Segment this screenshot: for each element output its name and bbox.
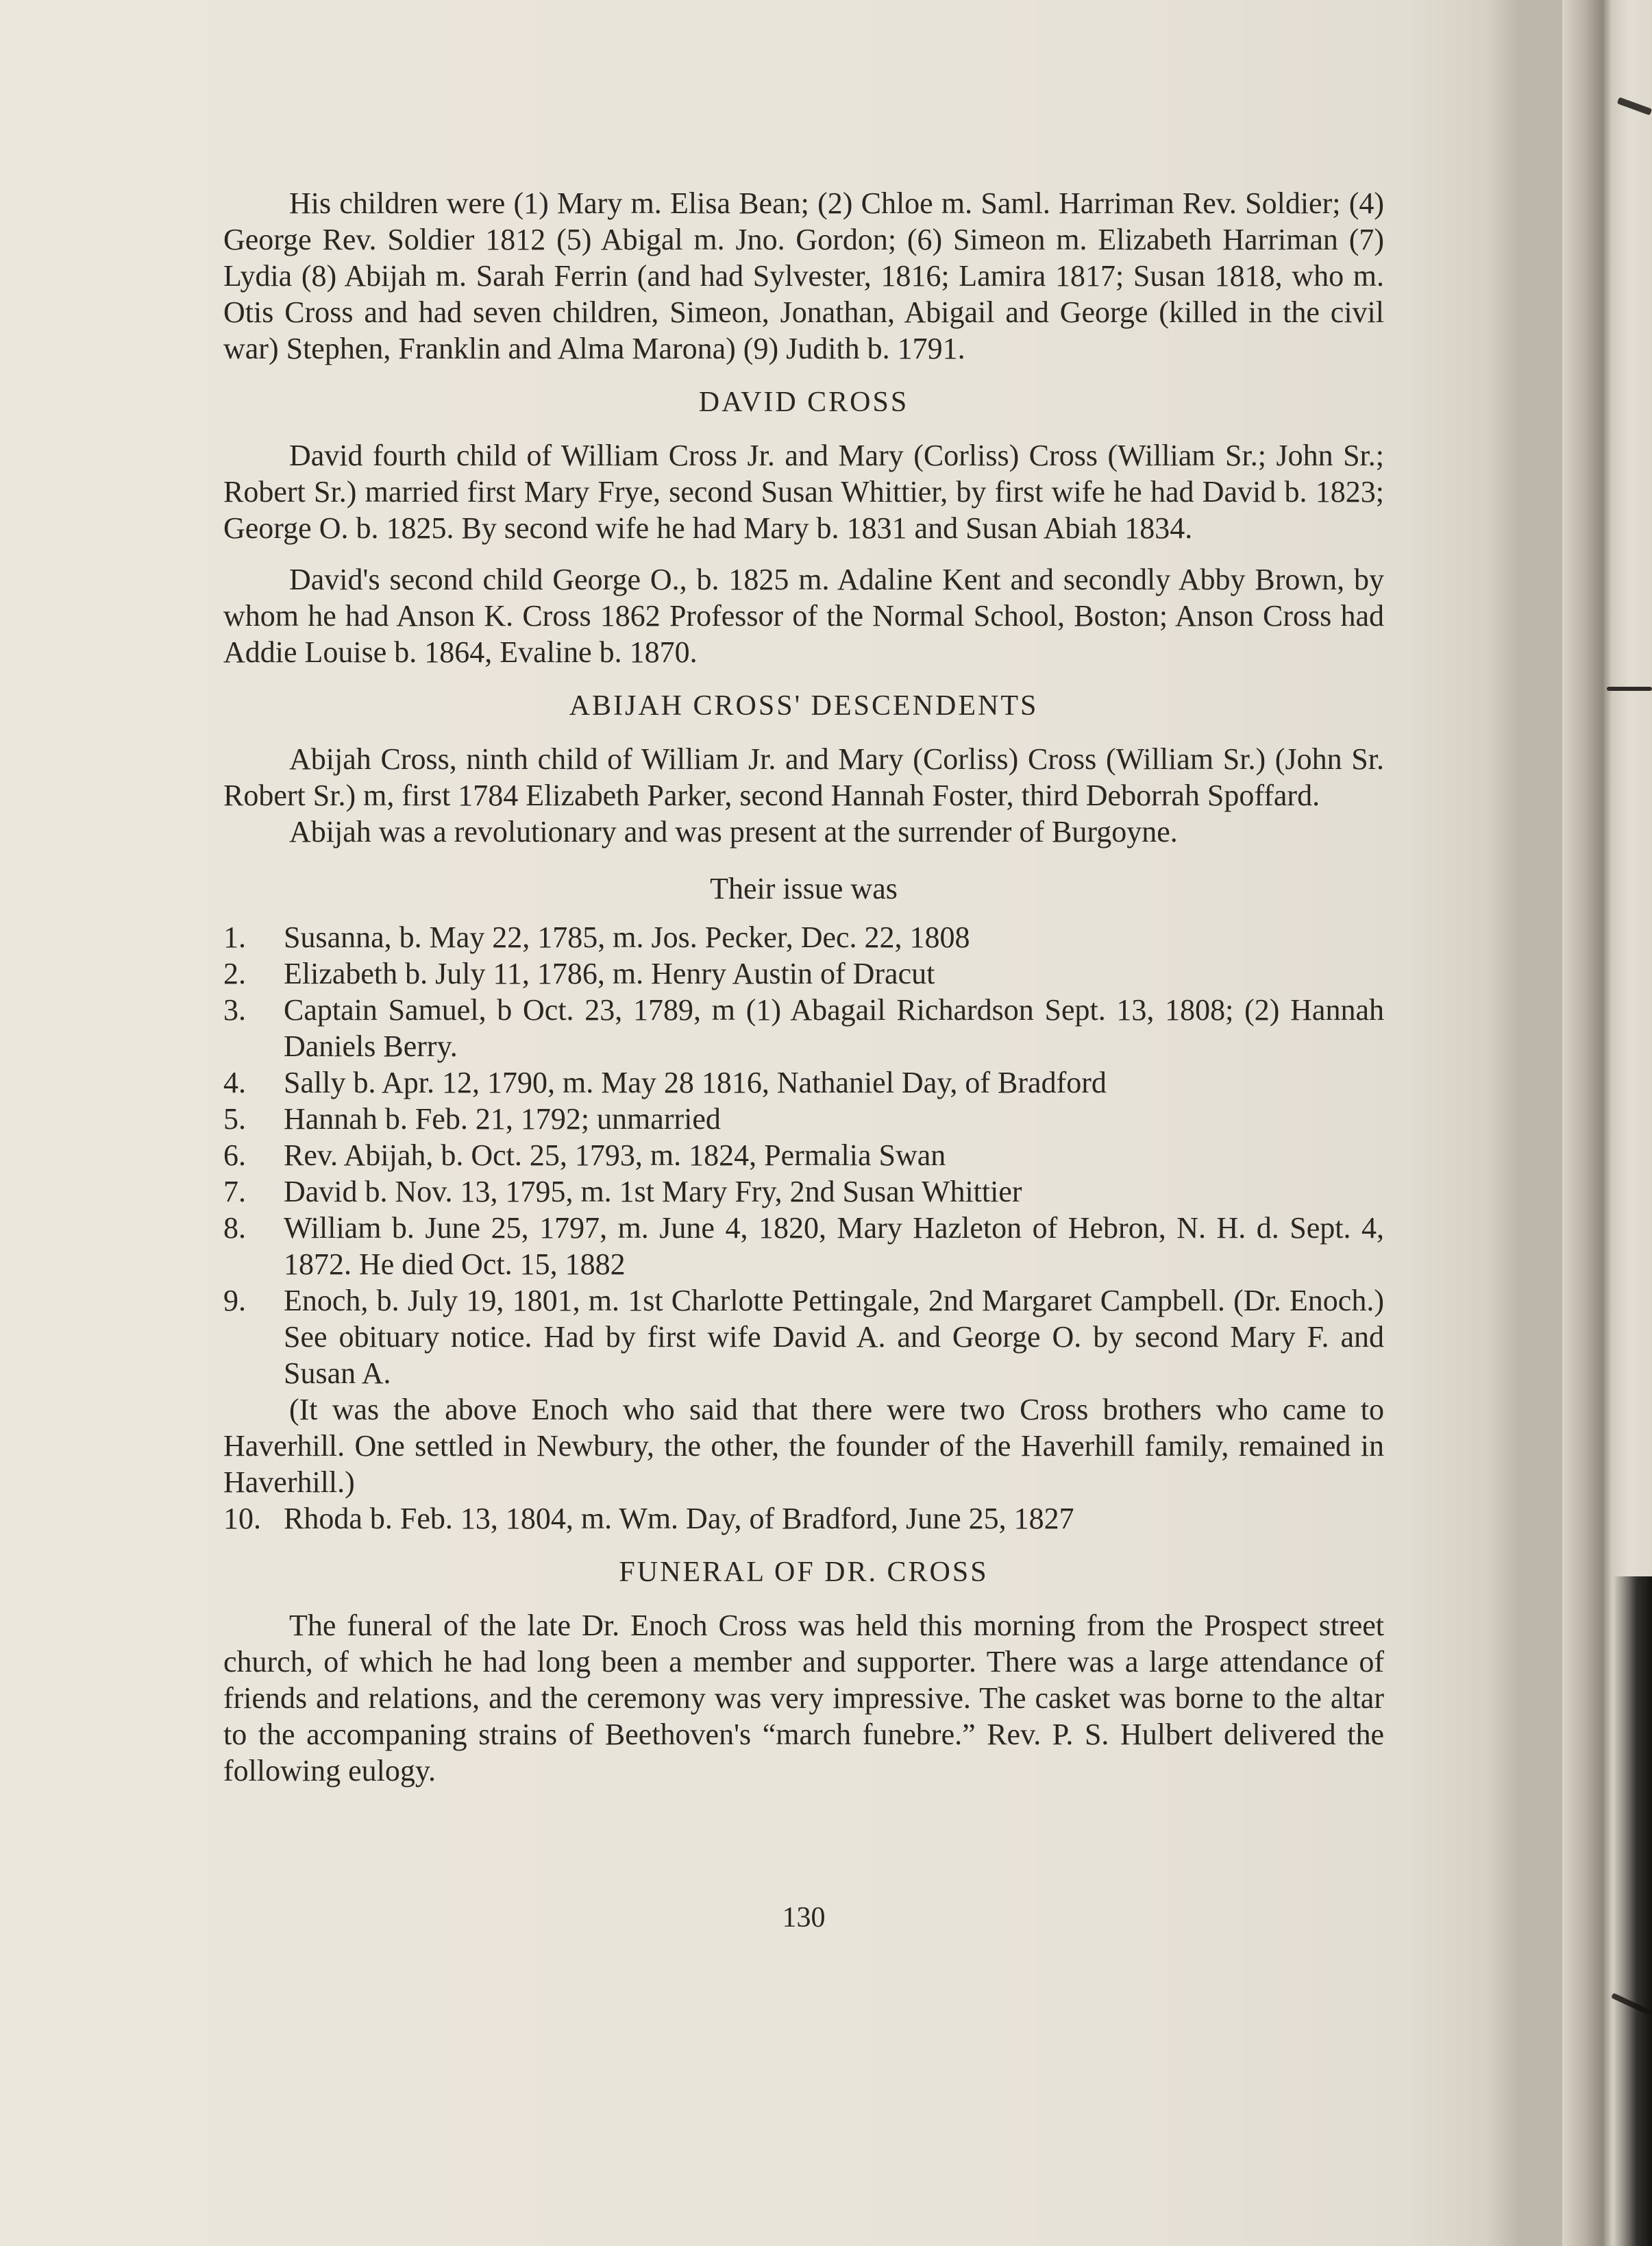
page-body [223, 185, 1384, 1789]
issue-list [223, 919, 1384, 1391]
list-item-number: 2. [223, 957, 246, 990]
list-item-number: 6. [223, 1138, 246, 1172]
funeral-paragraph: The funeral of the late Dr. Enoch Cross was held this morning from the Prospect street church, of which he had long been a member and supporter. There was a large attendance of friends and relations, and the ceremony was very impressive. The casket was borne to the altar to the accompaning strains of Beethoven's “march funebre.” Rev. P. S. Hulbert delivered the following eulogy. [223, 1609, 1384, 1787]
list-item-text: Captain Samuel, b Oct. 23, 1789, m (1) Abagail Richardson Sept. 13, 1808; (2) Hannah Daniels Berry. [284, 993, 1384, 1063]
list-item-text: Enoch, b. July 19, 1801, m. 1st Charlotte Pettingale, 2nd Margaret Campbell. (Dr. Enoch.) See obituary notice. Had by first wife David A. and George O. by second Mary F. and Susan A. [284, 1284, 1384, 1390]
list-item-text: Hannah b. Feb. 21, 1792; unmarried [284, 1102, 721, 1136]
list-item [223, 919, 1384, 955]
list-item-text: William b. June 25, 1797, m. June 4, 1820, Mary Hazleton of Hebron, N. H. d. Sept. 4, 1872. He died Oct. 15, 1882 [284, 1211, 1384, 1281]
binding-mark [1607, 687, 1652, 691]
list-item-number: 1. [223, 920, 246, 954]
list-item [223, 1137, 1384, 1173]
david-paragraph-1: David fourth child of William Cross Jr. and Mary (Corliss) Cross (William Sr.; John Sr.; Robert Sr.) married first Mary Frye, second Susan Whittier, by first wife he had David b. 1823; George O. b. 1825. By second wife he had Mary b. 1831 and Susan Abiah 1834. [223, 439, 1384, 545]
list-item-text: Rhoda b. Feb. 13, 1804, m. Wm. Day, of Bradford, June 25, 1827 [284, 1502, 1074, 1535]
list-item [223, 1210, 1384, 1282]
list-item-number: 9. [223, 1284, 246, 1317]
list-item-number: 4. [223, 1066, 246, 1099]
list-item-number: 7. [223, 1175, 246, 1208]
list-item [223, 1064, 1384, 1101]
haverhill-note: (It was the above Enoch who said that there were two Cross brothers who came to Haverhill. One settled in Newbury, the other, the founder of the Haverhill family, remained in Haverhill.) [223, 1393, 1384, 1499]
list-item [223, 1173, 1384, 1210]
list-item-number: 10. [223, 1502, 261, 1535]
list-item-number: 3. [223, 993, 246, 1027]
list-item-number: 5. [223, 1102, 246, 1136]
issue-heading: Their issue was [710, 872, 898, 905]
abijah-paragraph-2: Abijah was a revolutionary and was present at the surrender of Burgoyne. [289, 815, 1178, 849]
list-item-text: Elizabeth b. July 11, 1786, m. Henry Austin of Dracut [284, 957, 935, 990]
david-paragraph-2: David's second child George O., b. 1825 m. Adaline Kent and secondly Abby Brown, by whom he had Anson K. Cross 1862 Professor of the Normal School, Boston; Anson Cross had Addie Louise b. 1864, Evaline b. 1870. [223, 563, 1384, 669]
list-item-text: Susanna, b. May 22, 1785, m. Jos. Pecker, Dec. 22, 1808 [284, 920, 970, 954]
list-item [223, 992, 1384, 1064]
heading-david-cross: DAVID CROSS [698, 387, 909, 418]
list-item [223, 1101, 1384, 1137]
list-item-text: Rev. Abijah, b. Oct. 25, 1793, m. 1824, Permalia Swan [284, 1138, 946, 1172]
page-number: 130 [782, 1902, 826, 1933]
list-item [223, 1282, 1384, 1391]
list-item-number: 8. [223, 1211, 246, 1245]
heading-abijah-descendents: ABIJAH CROSS' DESCENDENTS [569, 690, 1039, 722]
list-item [223, 955, 1384, 992]
intro-paragraph: His children were (1) Mary m. Elisa Bean; (2) Chloe m. Saml. Harriman Rev. Soldier; (4) George Rev. Soldier 1812 (5) Abigal m. Jno. Gordon; (6) Simeon m. Elizabeth Harriman (7) Lydia (8) Abijah m. Sarah Ferrin (and had Sylvester, 1816; Lamira 1817; Susan 1818, who m. Otis Cross and had seven children, Simeon, Jonathan, Abigail and George (killed in the civil war) Stephen, Franklin and Alma Marona) (9) Judith b. 1791. [223, 186, 1384, 365]
list-item-text: Sally b. Apr. 12, 1790, m. May 28 1816, Nathaniel Day, of Bradford [284, 1066, 1107, 1099]
binding-shadow [1614, 1576, 1652, 2246]
issue-list-continued [223, 1500, 1384, 1537]
list-item-text: David b. Nov. 13, 1795, m. 1st Mary Fry, 2nd Susan Whittier [284, 1175, 1022, 1208]
abijah-paragraph-1: Abijah Cross, ninth child of William Jr. and Mary (Corliss) Cross (William Sr.) (John Sr. Robert Sr.) m, first 1784 Elizabeth Parker, second Hannah Foster, third Deborrah Spoffard. [223, 742, 1384, 812]
heading-funeral: FUNERAL OF DR. CROSS [619, 1557, 989, 1588]
list-item [223, 1500, 1384, 1537]
